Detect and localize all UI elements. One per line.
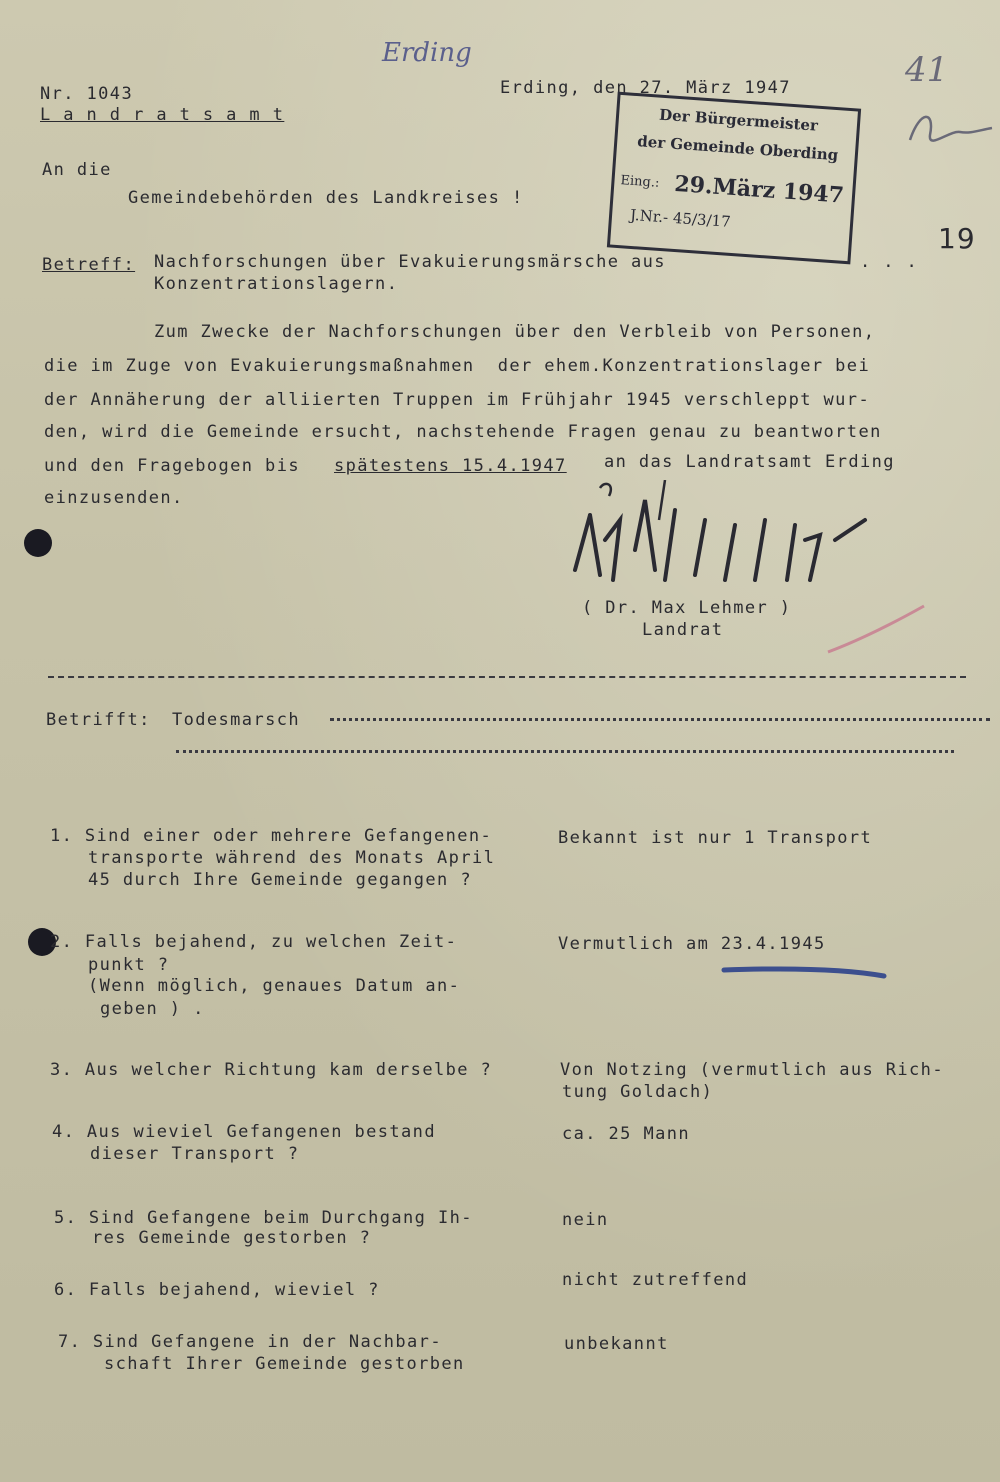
subject-line-2: Konzentrationslagern. — [154, 274, 399, 294]
salutation-line-2: Gemeindebehörden des Landkreises ! — [128, 188, 524, 208]
question-5-line-2: res Gemeinde gestorben ? — [92, 1228, 372, 1248]
stamp-journal-number: J.Nr.- 45/3/17 — [629, 205, 732, 231]
office-name: L a n d r a t s a m t — [40, 105, 285, 125]
question-2-line-3: (Wenn möglich, genaues Datum an- — [88, 976, 461, 996]
red-pencil-mark — [820, 600, 930, 660]
question-1-line-3: 45 durch Ihre Gemeinde gegangen ? — [88, 870, 472, 890]
question-5-line-1: 5. Sind Gefangene beim Durchgang Ih- — [54, 1208, 473, 1228]
question-2-line-2: punkt ? — [88, 955, 170, 975]
subject-dotted-line-2 — [176, 750, 954, 753]
question-4-line-1: 4. Aus wieviel Gefangenen bestand — [52, 1122, 436, 1142]
question-1-line-1: 1. Sind einer oder mehrere Gefangenen- — [50, 826, 493, 846]
body-line-5b: an das Landratsamt Erding — [604, 452, 895, 472]
question-4-line-2: dieser Transport ? — [90, 1144, 300, 1164]
question-7-line-1: 7. Sind Gefangene in der Nachbar- — [58, 1332, 442, 1352]
body-line-1: Zum Zwecke der Nachforschungen über den Verbleib von Personen, — [154, 322, 876, 342]
answer-6: nicht zutreffend — [562, 1270, 749, 1290]
signer-name: ( Dr. Max Lehmer ) — [582, 598, 792, 618]
received-stamp — [607, 92, 861, 265]
stamp-received-label: Eing.: — [620, 173, 660, 191]
subject-line-1: Nachforschungen über Evakuierungsmärsche aus — [154, 252, 666, 272]
deadline-date: spätestens 15.4.1947 — [334, 456, 567, 476]
subject-dotted-line-1 — [330, 718, 990, 721]
answer-4: ca. 25 Mann — [562, 1124, 690, 1144]
page-number: 19 — [938, 222, 976, 255]
question-6: 6. Falls bejahend, wieviel ? — [54, 1280, 380, 1300]
questionnaire-subject-value: Todesmarsch — [172, 710, 300, 730]
question-2-line-1: 2. Falls bejahend, zu welchen Zeit- — [50, 932, 458, 952]
place-date: Erding, den 27. März 1947 — [500, 78, 791, 98]
question-3: 3. Aus welcher Richtung kam derselbe ? — [50, 1060, 493, 1080]
salutation-line-1: An die — [42, 160, 112, 180]
separator-line — [48, 676, 966, 678]
answer-2: Vermutlich am 23.4.1945 — [558, 934, 826, 954]
question-7-line-2: schaft Ihrer Gemeinde gestorben — [104, 1354, 465, 1374]
answer-7: unbekannt — [564, 1334, 669, 1354]
stamp-received-date: 29.März 1947 — [673, 170, 845, 209]
body-line-6: einzusenden. — [44, 488, 184, 508]
body-line-2: die im Zuge von Evakuierungsmaßnahmen der ehem.Konzentrationslager bei — [44, 356, 871, 376]
stamp-line-municipality: der Gemeinde Oberding — [636, 132, 839, 165]
answer-3-line-1: Von Notzing (vermutlich aus Rich- — [560, 1060, 944, 1080]
question-2-line-4: geben ) . — [100, 999, 205, 1019]
punch-hole-top — [24, 529, 52, 557]
body-line-5a: und den Fragebogen bis — [44, 456, 300, 476]
body-line-4: den, wird die Gemeinde ersucht, nachstehende Fragen genau zu beantworten — [44, 422, 882, 442]
signature — [565, 480, 895, 600]
body-line-3: der Annäherung der alliierten Truppen im Frühjahr 1945 verschleppt wur- — [44, 390, 871, 410]
handwritten-scribble-right — [900, 100, 995, 160]
question-1-line-2: transporte während des Monats April — [88, 848, 496, 868]
handwritten-reference: 41 — [905, 50, 949, 90]
answer-5: nein — [562, 1210, 609, 1230]
answer-3-line-2: tung Goldach) — [562, 1082, 714, 1102]
questionnaire-subject-label: Betrifft: — [46, 710, 151, 730]
blue-underline-mark — [720, 962, 890, 982]
answer-1: Bekannt ist nur 1 Transport — [558, 828, 873, 848]
subject-label: Betreff: — [42, 255, 136, 275]
dotted-margin-marks: . . . — [860, 252, 919, 272]
handwritten-place-note: Erding — [382, 38, 472, 68]
signer-title: Landrat — [642, 620, 724, 640]
stamp-line-mayor: Der Bürgermeister — [658, 105, 819, 135]
document-number: Nr. 1043 — [40, 84, 134, 104]
